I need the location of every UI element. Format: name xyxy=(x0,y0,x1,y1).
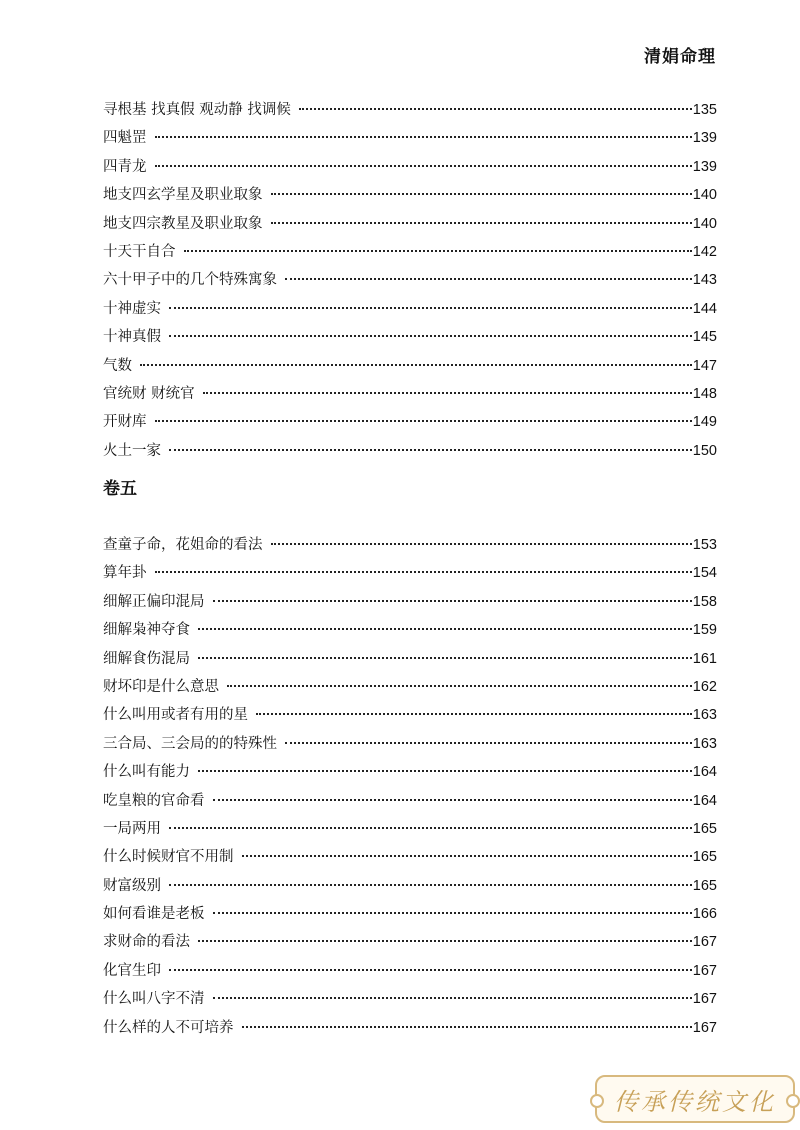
toc-entry-title: 细解正偏印混局 xyxy=(103,593,205,610)
toc-entry[interactable] xyxy=(103,1014,717,1042)
toc-entry-title: 十天干自合 xyxy=(103,243,176,260)
dot-leader xyxy=(155,136,692,138)
toc-entry-title: 财富级别 xyxy=(103,877,161,894)
page-header-title: 清娟命理 xyxy=(644,47,716,67)
toc-entry-page: 167 xyxy=(692,991,717,1008)
dot-leader xyxy=(155,165,692,167)
dot-leader xyxy=(198,770,692,772)
toc-entry[interactable] xyxy=(103,787,717,815)
toc-entry-title: 什么叫用或者有用的星 xyxy=(103,707,248,724)
toc-entry-page: 159 xyxy=(692,622,717,639)
watermark-text: 传承传统文化 xyxy=(614,1087,776,1116)
toc-entry-page: 163 xyxy=(692,735,717,752)
toc-entry-page: 165 xyxy=(692,820,717,837)
dot-leader xyxy=(169,969,692,971)
toc-entry-page: 150 xyxy=(692,442,717,459)
toc-entry-title: 十神虚实 xyxy=(103,300,161,317)
toc-entry-title: 求财命的看法 xyxy=(103,934,190,951)
toc-entry-page: 143 xyxy=(692,272,717,289)
toc-entry-title: 寻根基 找真假 观动静 找调候 xyxy=(103,102,291,118)
toc-entry-title: 查童子命，花姐命的看法 xyxy=(103,537,263,553)
toc-entry-page: 161 xyxy=(692,650,717,667)
toc-entry[interactable] xyxy=(103,900,717,928)
watermark-seal xyxy=(595,1075,795,1123)
dot-leader xyxy=(155,571,692,573)
toc-entry-title: 什么叫八字不清 xyxy=(103,991,205,1008)
toc-entry-page: 148 xyxy=(692,385,717,402)
dot-leader xyxy=(169,884,692,886)
toc-entry-title: 什么叫有能力 xyxy=(103,764,190,781)
toc-entry[interactable] xyxy=(103,645,717,673)
toc-entry[interactable] xyxy=(103,815,717,843)
toc-entry[interactable] xyxy=(103,352,717,380)
toc-entry-title: 一局两用 xyxy=(103,820,161,837)
toc-entry-title: 官统财 财统官 xyxy=(103,385,195,402)
dot-leader xyxy=(213,997,692,999)
toc-entry[interactable] xyxy=(103,124,717,152)
toc-entry[interactable] xyxy=(103,928,717,956)
toc-entry-page: 153 xyxy=(692,537,717,553)
toc-entry-title: 地支四玄学星及职业取象 xyxy=(103,187,263,204)
dot-leader xyxy=(271,222,692,224)
dot-leader xyxy=(285,742,692,744)
toc-entry-page: 139 xyxy=(692,158,717,175)
dot-leader xyxy=(213,799,692,801)
toc-entry-title: 开财库 xyxy=(103,414,147,431)
toc-entry-page: 158 xyxy=(692,593,717,610)
toc-entry-title: 三合局、三会局的的特殊性 xyxy=(103,735,277,752)
toc-entry[interactable] xyxy=(103,181,717,209)
toc-entry[interactable] xyxy=(103,872,717,900)
dot-leader xyxy=(285,278,692,280)
toc-entry-page: 165 xyxy=(692,877,717,894)
toc-entry-title: 六十甲子中的几个特殊寓象 xyxy=(103,272,277,289)
dot-leader xyxy=(271,193,692,195)
dot-leader xyxy=(184,250,692,252)
toc-entry-title: 气数 xyxy=(103,357,132,374)
toc-entry[interactable] xyxy=(103,843,717,871)
dot-leader xyxy=(198,628,692,630)
toc-entry-page: 140 xyxy=(692,215,717,232)
dot-leader xyxy=(169,449,692,451)
toc-entry-title: 什么时候财官不用制 xyxy=(103,849,234,866)
toc-entry[interactable] xyxy=(103,96,717,124)
toc-entry-page: 165 xyxy=(692,849,717,866)
toc-entry-page: 167 xyxy=(692,1019,717,1036)
dot-leader xyxy=(169,335,692,337)
dot-leader xyxy=(198,657,692,659)
toc-entry-page: 167 xyxy=(692,934,717,951)
toc-entry-page: 164 xyxy=(692,792,717,809)
dot-leader xyxy=(299,108,692,110)
toc-entry[interactable] xyxy=(103,437,717,465)
toc-entry-page: 142 xyxy=(692,243,717,260)
toc-entry-title: 化官生印 xyxy=(103,962,161,979)
toc-entry-page: 139 xyxy=(692,130,717,147)
dot-leader xyxy=(213,912,692,914)
toc-entry-title: 地支四宗教星及职业取象 xyxy=(103,215,263,232)
dot-leader xyxy=(227,685,692,687)
toc-entry-page: 167 xyxy=(692,962,717,979)
toc-entry-page: 140 xyxy=(692,187,717,204)
toc-entry-title: 细解食伤混局 xyxy=(103,650,190,667)
dot-leader xyxy=(256,713,692,715)
toc-entry[interactable] xyxy=(103,985,717,1013)
toc-entry-title: 如何看谁是老板 xyxy=(103,906,205,923)
toc-entry-page: 135 xyxy=(692,102,717,118)
toc-entry-page: 166 xyxy=(692,906,717,923)
toc-entry-title: 细解枭神夺食 xyxy=(103,622,190,639)
toc-entry-page: 149 xyxy=(692,414,717,431)
toc-entry-page: 145 xyxy=(692,329,717,346)
dot-leader xyxy=(213,600,692,602)
toc-entry[interactable] xyxy=(103,295,717,323)
toc-entry[interactable] xyxy=(103,758,717,786)
dot-leader xyxy=(271,543,692,545)
toc-entry-title: 四魁罡 xyxy=(103,130,147,147)
dot-leader xyxy=(169,827,692,829)
dot-leader xyxy=(242,855,692,857)
toc-entry-page: 162 xyxy=(692,678,717,695)
toc-entry-page: 154 xyxy=(692,565,717,582)
toc-entry-page: 163 xyxy=(692,707,717,724)
toc-entry[interactable] xyxy=(103,323,717,351)
dot-leader xyxy=(203,392,692,394)
toc-entry-title: 吃皇粮的官命看 xyxy=(103,792,205,809)
toc-entry[interactable] xyxy=(103,616,717,644)
toc-entry[interactable] xyxy=(103,531,717,559)
toc-entry-title: 什么样的人不可培养 xyxy=(103,1019,234,1036)
toc-entry[interactable] xyxy=(103,673,717,701)
toc-entry[interactable] xyxy=(103,408,717,436)
toc-entry-page: 144 xyxy=(692,300,717,317)
dot-leader xyxy=(198,940,692,942)
toc-entry[interactable] xyxy=(103,957,717,985)
toc-entry-page: 164 xyxy=(692,764,717,781)
toc-entry[interactable] xyxy=(103,559,717,587)
toc-entry[interactable] xyxy=(103,730,717,758)
toc-entry-title: 财坏印是什么意思 xyxy=(103,678,219,695)
toc-entry[interactable] xyxy=(103,701,717,729)
toc-entry-title: 火土一家 xyxy=(103,442,161,459)
dot-leader xyxy=(140,364,692,366)
dot-leader xyxy=(169,307,692,309)
toc-entry-title: 四青龙 xyxy=(103,158,147,175)
toc-entry[interactable] xyxy=(103,380,717,408)
toc-entry[interactable] xyxy=(103,266,717,294)
toc-entry-page: 147 xyxy=(692,357,717,374)
toc-list-part2 xyxy=(103,479,717,1042)
toc-entry-title: 算年卦 xyxy=(103,565,147,582)
toc-entry[interactable] xyxy=(103,153,717,181)
dot-leader xyxy=(242,1026,692,1028)
toc-entry-title: 十神真假 xyxy=(103,329,161,346)
dot-leader xyxy=(155,420,692,422)
section-heading: 卷五 xyxy=(103,479,137,499)
toc-entry[interactable] xyxy=(103,238,717,266)
toc-list-part1 xyxy=(103,96,717,465)
toc-entry[interactable] xyxy=(103,210,717,238)
toc-entry[interactable] xyxy=(103,588,717,616)
